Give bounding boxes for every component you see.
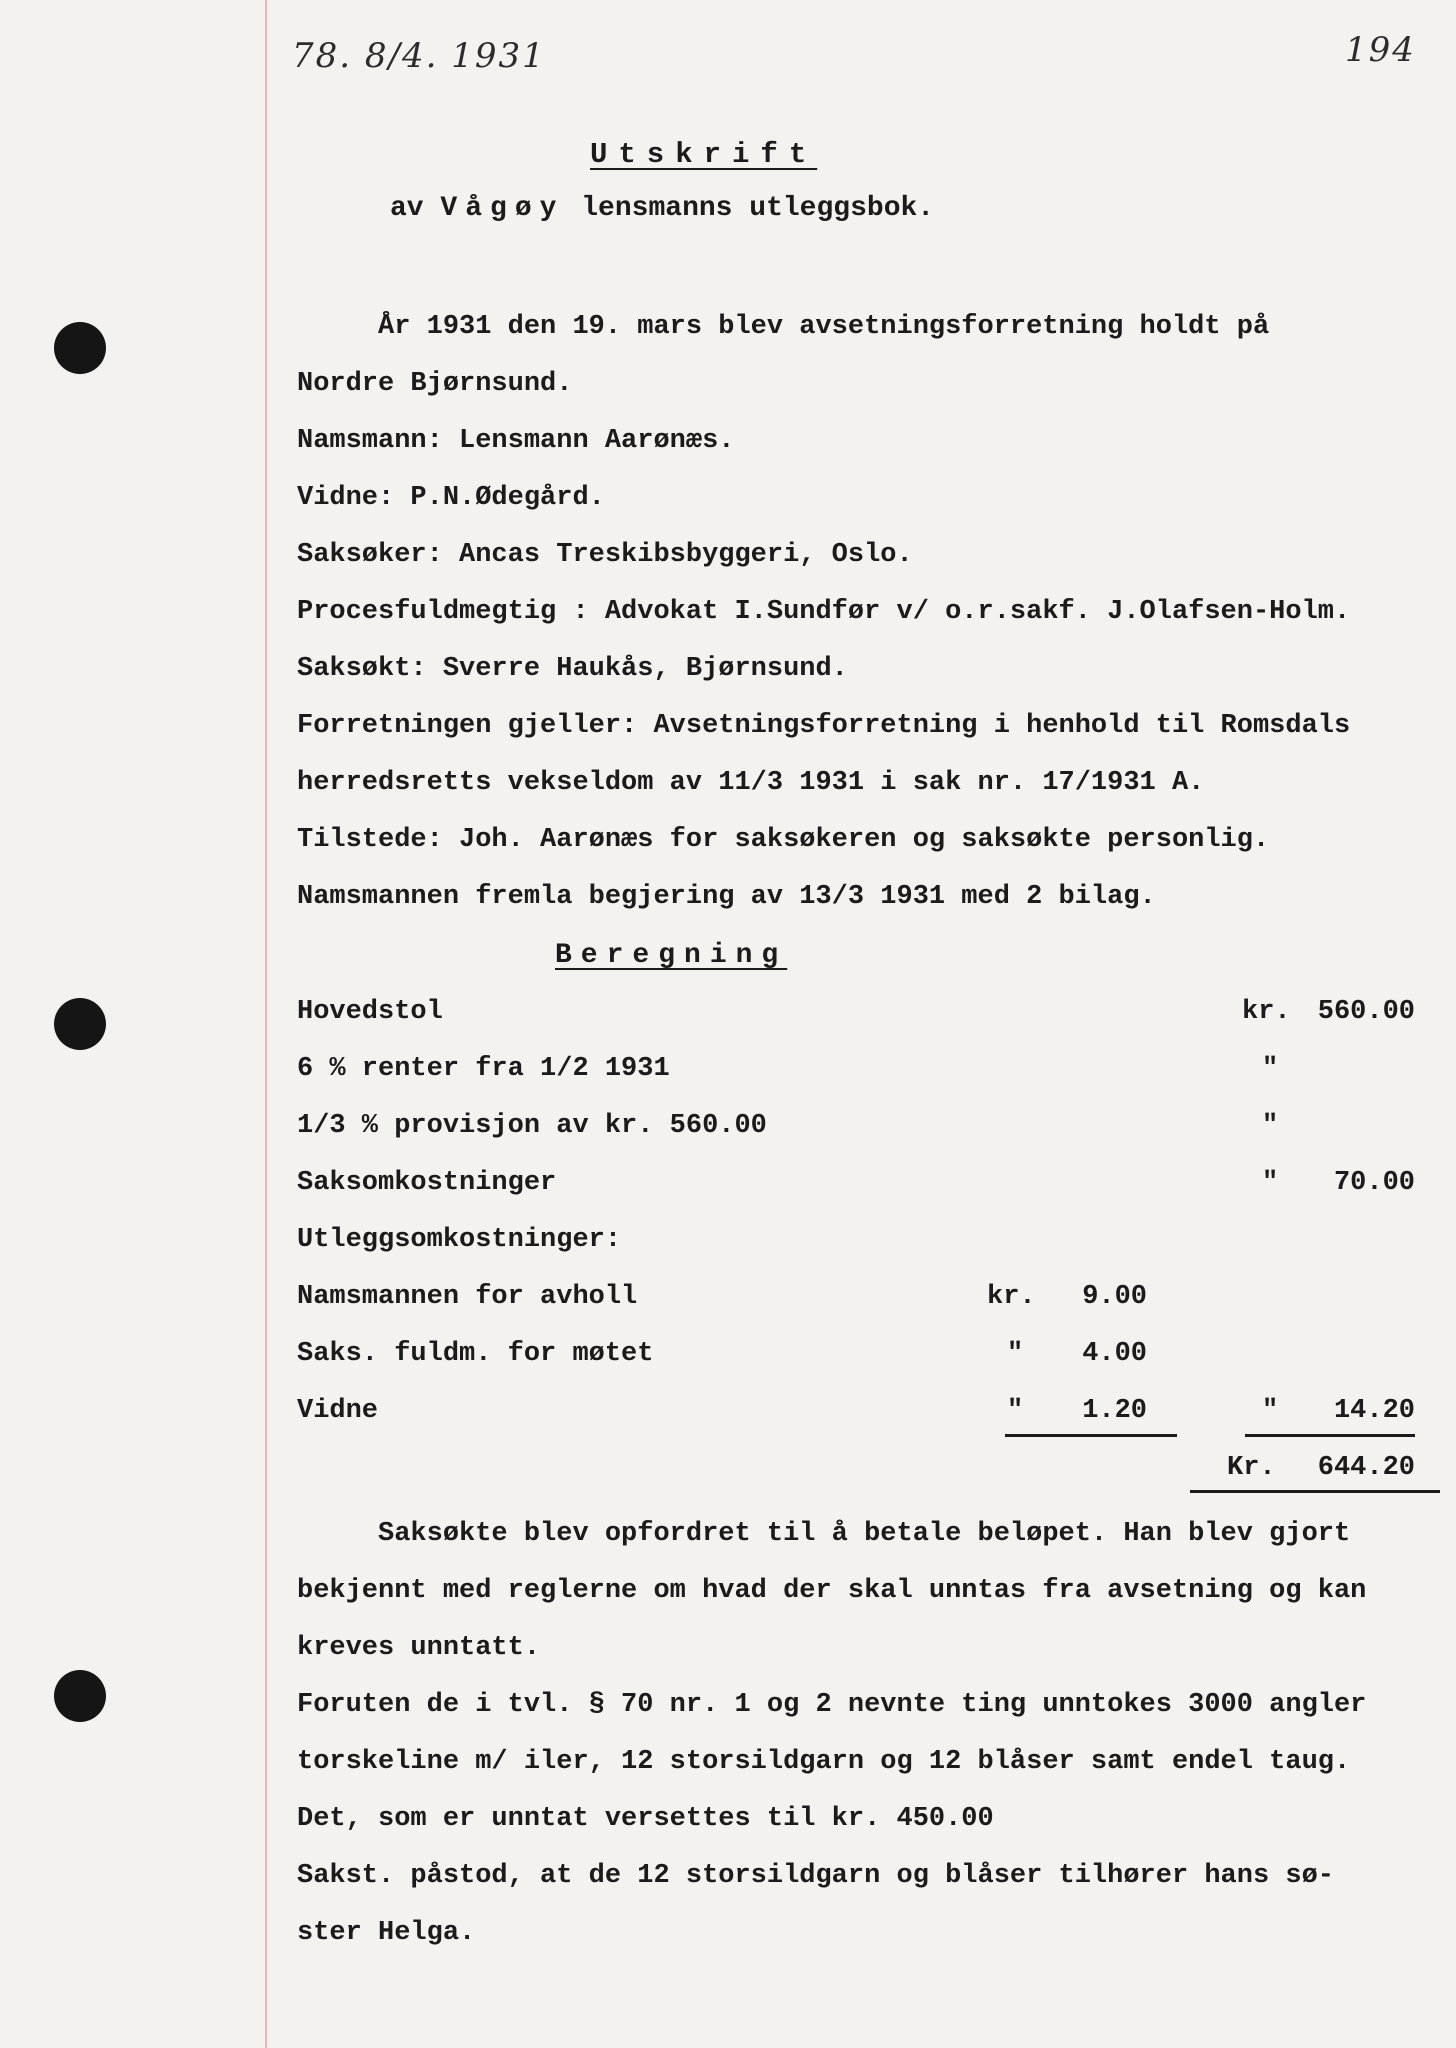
calc-row xyxy=(297,1396,1417,1430)
calc-mid-amount: 4.00 xyxy=(1082,1339,1147,1369)
calc-label: 6 % renter fra 1/2 1931 xyxy=(297,1054,670,1084)
calc-right-amount: 14.20 xyxy=(1333,1396,1415,1426)
intro-line: Namsmann: Lensmann Aarønæs. xyxy=(297,426,735,456)
total-rule xyxy=(1190,1490,1440,1493)
calc-label: Saks. fuldm. for møtet xyxy=(297,1339,654,1369)
calc-mid-amount: 9.00 xyxy=(1082,1282,1147,1312)
calc-label: 1/3 % provisjon av kr. 560.00 xyxy=(297,1111,767,1141)
intro-line: Nordre Bjørnsund. xyxy=(297,369,573,399)
calc-row xyxy=(297,1168,1417,1202)
calc-total-currency: Kr. xyxy=(1227,1453,1276,1483)
calc-row xyxy=(297,1225,1417,1259)
section-heading: Beregning xyxy=(555,940,788,971)
closing-line: bekjennt med reglerne om hvad der skal unntas fra avsetning og kan xyxy=(297,1576,1367,1606)
calc-right-amount: 70.00 xyxy=(1333,1168,1415,1198)
subtitle-place: Vågøy xyxy=(440,193,565,224)
closing-line: Det, som er unntat versettes til kr. 450.00 xyxy=(297,1804,994,1834)
calc-label: Namsmannen for avholl xyxy=(297,1282,638,1312)
calc-mid-amount: 1.20 xyxy=(1082,1396,1147,1426)
intro-line: År 1931 den 19. mars blev avsetningsforretning holdt på xyxy=(297,312,1270,342)
calc-right-currency: " xyxy=(1262,1111,1279,1141)
margin-line xyxy=(265,0,267,2048)
calc-right-currency: kr. xyxy=(1242,997,1291,1027)
subtotal-rule xyxy=(1245,1434,1415,1437)
calc-total-row xyxy=(297,1453,1417,1487)
calc-right-currency: " xyxy=(1262,1054,1279,1084)
calc-row xyxy=(297,1054,1417,1088)
intro-line: Procesfuldmegtig : Advokat I.Sundfør v/ o.r.sakf. J.Olafsen-Holm. xyxy=(297,597,1351,627)
calc-total-amount: 644.20 xyxy=(1317,1453,1415,1483)
punch-hole xyxy=(54,1670,106,1722)
page-number: 194 xyxy=(1345,30,1416,70)
punch-hole xyxy=(54,322,106,374)
intro-line: Namsmannen fremla begjering av 13/3 1931 med 2 bilag. xyxy=(297,882,1156,912)
calc-label: Hovedstol xyxy=(297,997,443,1027)
handwritten-date: 78. 8/4. 1931 xyxy=(292,36,546,76)
intro-line: Vidne: P.N.Ødegård. xyxy=(297,483,605,513)
subtitle-suffix: lensmanns utleggsbok. xyxy=(581,193,935,224)
intro-line: Saksøkt: Sverre Haukås, Bjørnsund. xyxy=(297,654,848,684)
document-title: Utskrift xyxy=(590,138,818,171)
calc-row xyxy=(297,997,1417,1031)
calc-label: Utleggsomkostninger: xyxy=(297,1225,622,1255)
calc-mid-currency: " xyxy=(1007,1339,1024,1369)
closing-line: torskeline m/ iler, 12 storsildgarn og 12 blåser samt endel taug. xyxy=(297,1747,1351,1777)
intro-line: Saksøker: Ancas Treskibsbyggeri, Oslo. xyxy=(297,540,913,570)
calc-row xyxy=(297,1282,1417,1316)
punch-hole xyxy=(54,998,106,1050)
document-subtitle xyxy=(390,193,934,224)
intro-line: Tilstede: Joh. Aarønæs for saksøkeren og saksøkte personlig. xyxy=(297,825,1270,855)
calc-mid-currency: " xyxy=(1007,1396,1024,1426)
calc-label: Vidne xyxy=(297,1396,379,1426)
calc-label: Saksomkostninger xyxy=(297,1168,557,1198)
closing-line: Sakst. påstod, at de 12 storsildgarn og blåser tilhører hans sø- xyxy=(297,1861,1334,1891)
calc-right-currency: " xyxy=(1262,1168,1279,1198)
closing-line: Foruten de i tvl. § 70 nr. 1 og 2 nevnte ting unntokes 3000 angler xyxy=(297,1690,1367,1720)
closing-line: ster Helga. xyxy=(297,1918,476,1948)
closing-line: Saksøkte blev opfordret til å betale beløpet. Han blev gjort xyxy=(297,1519,1351,1549)
intro-line: Forretningen gjeller: Avsetningsforretning i henhold til Romsdals xyxy=(297,711,1351,741)
calc-mid-currency: kr. xyxy=(987,1282,1036,1312)
calc-right-currency: " xyxy=(1262,1396,1279,1426)
closing-line: kreves unntatt. xyxy=(297,1633,541,1663)
subtotal-rule xyxy=(1005,1434,1177,1437)
intro-line: herredsretts vekseldom av 11/3 1931 i sak nr. 17/1931 A. xyxy=(297,768,1205,798)
calc-row xyxy=(297,1339,1417,1373)
calc-row xyxy=(297,1111,1417,1145)
calc-right-amount: 560.00 xyxy=(1317,997,1415,1027)
subtitle-prefix: av xyxy=(390,193,424,224)
